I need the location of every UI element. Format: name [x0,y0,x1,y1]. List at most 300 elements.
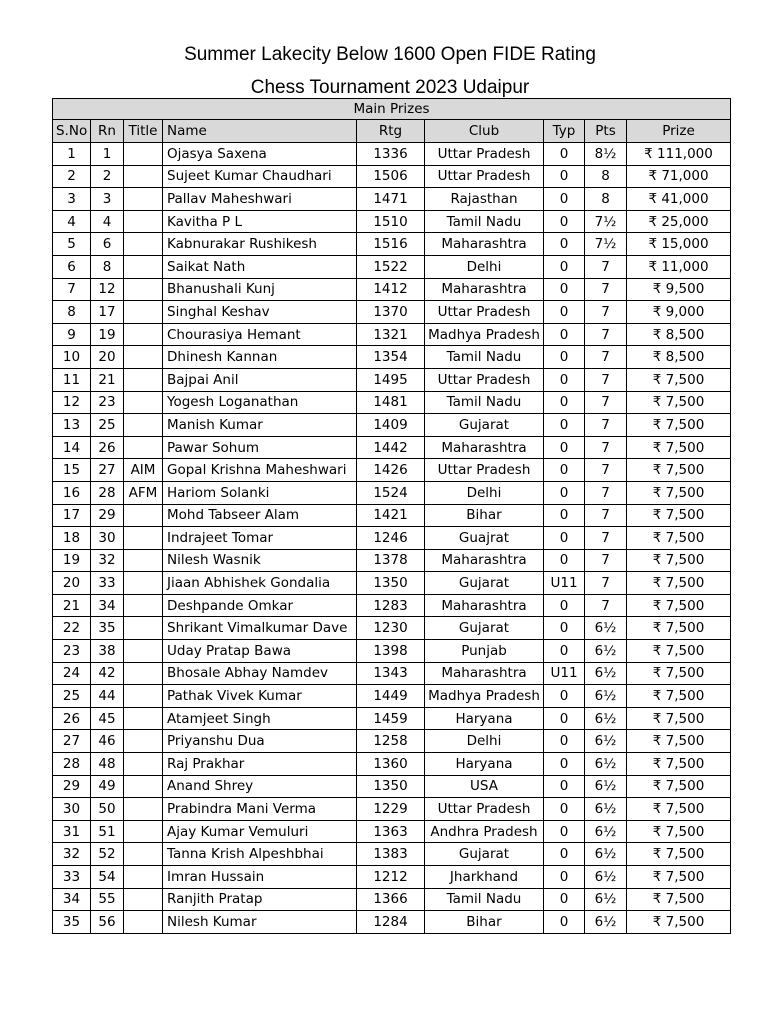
rn-cell: 33 [91,572,124,595]
table-row [53,368,731,391]
prize-cell: ₹ 7,500 [627,843,731,866]
pts-cell: 6½ [585,753,627,776]
pts-cell: 6½ [585,662,627,685]
rtg-cell: 1516 [357,233,425,256]
club-cell: Uttar Pradesh [425,368,544,391]
typ-cell: 0 [544,707,585,730]
title-cell [124,707,163,730]
prize-cell: ₹ 7,500 [627,527,731,550]
typ-cell: 0 [544,459,585,482]
sno-cell: 14 [53,436,91,459]
club-cell: Uttar Pradesh [425,798,544,821]
table-row [53,188,731,211]
typ-cell: 0 [544,527,585,550]
header-rn: Rn [91,120,124,143]
typ-cell: 0 [544,233,585,256]
pts-cell: 6½ [585,730,627,753]
rtg-cell: 1522 [357,255,425,278]
name-cell: Ojasya Saxena [163,143,357,166]
title-cell [124,436,163,459]
table-row [53,527,731,550]
rn-cell: 30 [91,527,124,550]
sno-cell: 26 [53,707,91,730]
rn-cell: 25 [91,414,124,437]
header-sno: S.No [53,120,91,143]
title-cell [124,640,163,663]
pts-cell: 6½ [585,685,627,708]
pts-cell: 7 [585,572,627,595]
title-cell [124,775,163,798]
title-cell [124,368,163,391]
sno-cell: 33 [53,866,91,889]
pts-cell: 7 [585,504,627,527]
title-cell: AFM [124,481,163,504]
typ-cell: 0 [544,753,585,776]
prize-cell: ₹ 8,500 [627,346,731,369]
rn-cell: 46 [91,730,124,753]
club-cell: Maharashtra [425,662,544,685]
prize-cell: ₹ 7,500 [627,866,731,889]
pts-cell: 7 [585,323,627,346]
rn-cell: 23 [91,391,124,414]
title-cell [124,233,163,256]
typ-cell: 0 [544,414,585,437]
sno-cell: 5 [53,233,91,256]
title-cell [124,323,163,346]
table-row [53,481,731,504]
pts-cell: 8 [585,165,627,188]
prize-cell: ₹ 7,500 [627,798,731,821]
rtg-cell: 1360 [357,753,425,776]
rtg-cell: 1321 [357,323,425,346]
title-cell [124,662,163,685]
pts-cell: 8½ [585,143,627,166]
table-caption: Main Prizes [53,99,731,120]
title-cell [124,572,163,595]
rtg-cell: 1378 [357,549,425,572]
name-cell: Pathak Vivek Kumar [163,685,357,708]
rn-cell: 4 [91,210,124,233]
title-line-1: Summer Lakecity Below 1600 Open FIDE Rating [184,44,596,65]
rn-cell: 55 [91,888,124,911]
rtg-cell: 1449 [357,685,425,708]
header-rtg: Rtg [357,120,425,143]
table-row [53,143,731,166]
pts-cell: 7 [585,278,627,301]
rn-cell: 52 [91,843,124,866]
pts-cell: 7 [585,301,627,324]
prize-cell: ₹ 7,500 [627,414,731,437]
name-cell: Ranjith Pratap [163,888,357,911]
name-cell: Saikat Nath [163,255,357,278]
rn-cell: 29 [91,504,124,527]
name-cell: Anand Shrey [163,775,357,798]
sno-cell: 12 [53,391,91,414]
table-row [53,391,731,414]
prize-cell: ₹ 7,500 [627,911,731,934]
pts-cell: 7½ [585,210,627,233]
sno-cell: 34 [53,888,91,911]
table-row [53,436,731,459]
title-cell [124,594,163,617]
name-cell: Raj Prakhar [163,753,357,776]
rtg-cell: 1258 [357,730,425,753]
pts-cell: 8 [585,188,627,211]
club-cell: Madhya Pradesh [425,685,544,708]
title-cell [124,346,163,369]
title-line-2: Chess Tournament 2023 Udaipur [250,77,530,98]
title-cell [124,730,163,753]
rn-cell: 34 [91,594,124,617]
club-cell: Maharashtra [425,436,544,459]
typ-cell: 0 [544,594,585,617]
table-row [53,753,731,776]
sno-cell: 19 [53,549,91,572]
club-cell: Uttar Pradesh [425,459,544,482]
typ-cell: 0 [544,911,585,934]
rtg-cell: 1284 [357,911,425,934]
table-row [53,572,731,595]
rtg-cell: 1524 [357,481,425,504]
rn-cell: 17 [91,301,124,324]
rtg-cell: 1350 [357,572,425,595]
header-name: Name [163,120,357,143]
header-club: Club [425,120,544,143]
typ-cell: 0 [544,888,585,911]
prize-cell: ₹ 8,500 [627,323,731,346]
name-cell: Nilesh Wasnik [163,549,357,572]
club-cell: Tamil Nadu [425,391,544,414]
sno-cell: 8 [53,301,91,324]
club-cell: Gujarat [425,617,544,640]
prize-cell: ₹ 7,500 [627,481,731,504]
rn-cell: 48 [91,753,124,776]
prize-cell: ₹ 71,000 [627,165,731,188]
title-cell [124,278,163,301]
typ-cell: 0 [544,775,585,798]
name-cell: Singhal Keshav [163,301,357,324]
pts-cell: 6½ [585,820,627,843]
pts-cell: 6½ [585,843,627,866]
prize-cell: ₹ 9,000 [627,301,731,324]
name-cell: Bhanushali Kunj [163,278,357,301]
rtg-cell: 1409 [357,414,425,437]
table-row [53,346,731,369]
header-pts: Pts [585,120,627,143]
typ-cell: 0 [544,255,585,278]
table-row [53,504,731,527]
typ-cell: 0 [544,640,585,663]
rtg-cell: 1426 [357,459,425,482]
rtg-cell: 1363 [357,820,425,843]
sno-cell: 1 [53,143,91,166]
name-cell: Bhosale Abhay Namdev [163,662,357,685]
rtg-cell: 1366 [357,888,425,911]
prize-cell: ₹ 7,500 [627,391,731,414]
name-cell: Chourasiya Hemant [163,323,357,346]
pts-cell: 7 [585,481,627,504]
typ-cell: U11 [544,662,585,685]
pts-cell: 7 [585,255,627,278]
sno-cell: 10 [53,346,91,369]
table-row [53,323,731,346]
club-cell: Tamil Nadu [425,346,544,369]
typ-cell: 0 [544,866,585,889]
rn-cell: 20 [91,346,124,369]
rtg-cell: 1336 [357,143,425,166]
pts-cell: 7 [585,459,627,482]
prize-cell: ₹ 7,500 [627,775,731,798]
rtg-cell: 1283 [357,594,425,617]
rtg-cell: 1412 [357,278,425,301]
rtg-cell: 1350 [357,775,425,798]
rn-cell: 27 [91,459,124,482]
title-cell [124,165,163,188]
pts-cell: 7 [585,527,627,550]
pts-cell: 7 [585,414,627,437]
sno-cell: 23 [53,640,91,663]
rtg-cell: 1383 [357,843,425,866]
name-cell: Shrikant Vimalkumar Dave [163,617,357,640]
typ-cell: 0 [544,617,585,640]
prize-cell: ₹ 9,500 [627,278,731,301]
club-cell: Bihar [425,911,544,934]
prize-cell: ₹ 7,500 [627,730,731,753]
prize-cell: ₹ 7,500 [627,594,731,617]
typ-cell: 0 [544,188,585,211]
rn-cell: 35 [91,617,124,640]
rn-cell: 56 [91,911,124,934]
rn-cell: 49 [91,775,124,798]
club-cell: Uttar Pradesh [425,143,544,166]
title-cell [124,527,163,550]
title-cell [124,549,163,572]
pts-cell: 7 [585,391,627,414]
sno-cell: 21 [53,594,91,617]
title-cell [124,888,163,911]
typ-cell: 0 [544,143,585,166]
club-cell: Delhi [425,481,544,504]
name-cell: Mohd Tabseer Alam [163,504,357,527]
pts-cell: 6½ [585,888,627,911]
club-cell: Haryana [425,753,544,776]
sno-cell: 17 [53,504,91,527]
title-cell [124,143,163,166]
pts-cell: 6½ [585,640,627,663]
typ-cell: 0 [544,504,585,527]
sno-cell: 27 [53,730,91,753]
rtg-cell: 1212 [357,866,425,889]
sno-cell: 28 [53,753,91,776]
club-cell: Uttar Pradesh [425,165,544,188]
name-cell: Atamjeet Singh [163,707,357,730]
sno-cell: 7 [53,278,91,301]
sno-cell: 3 [53,188,91,211]
sno-cell: 2 [53,165,91,188]
club-cell: Andhra Pradesh [425,820,544,843]
table-row [53,640,731,663]
table-row [53,911,731,934]
rn-cell: 54 [91,866,124,889]
name-cell: Priyanshu Dua [163,730,357,753]
club-cell: Delhi [425,255,544,278]
pts-cell: 6½ [585,775,627,798]
name-cell: Bajpai Anil [163,368,357,391]
rtg-cell: 1421 [357,504,425,527]
rn-cell: 12 [91,278,124,301]
sno-cell: 22 [53,617,91,640]
name-cell: Hariom Solanki [163,481,357,504]
rn-cell: 45 [91,707,124,730]
typ-cell: 0 [544,820,585,843]
club-cell: Madhya Pradesh [425,323,544,346]
title-cell [124,255,163,278]
name-cell: Ajay Kumar Vemuluri [163,820,357,843]
name-cell: Kabnurakar Rushikesh [163,233,357,256]
prize-cell: ₹ 7,500 [627,640,731,663]
table-row [53,820,731,843]
title-cell [124,414,163,437]
prize-cell: ₹ 111,000 [627,143,731,166]
name-cell: Dhinesh Kannan [163,346,357,369]
typ-cell: 0 [544,165,585,188]
typ-cell: 0 [544,436,585,459]
table-row [53,210,731,233]
typ-cell: 0 [544,730,585,753]
name-cell: Pallav Maheshwari [163,188,357,211]
table-row [53,301,731,324]
rn-cell: 3 [91,188,124,211]
club-cell: Bihar [425,504,544,527]
typ-cell: 0 [544,278,585,301]
typ-cell: 0 [544,391,585,414]
rn-cell: 26 [91,436,124,459]
club-cell: Guajrat [425,527,544,550]
rn-cell: 6 [91,233,124,256]
rn-cell: 42 [91,662,124,685]
prize-cell: ₹ 41,000 [627,188,731,211]
title-cell [124,391,163,414]
rn-cell: 32 [91,549,124,572]
rtg-cell: 1481 [357,391,425,414]
club-cell: Punjab [425,640,544,663]
pts-cell: 7 [585,594,627,617]
rtg-cell: 1495 [357,368,425,391]
sno-cell: 11 [53,368,91,391]
rtg-cell: 1343 [357,662,425,685]
name-cell: Kavitha P L [163,210,357,233]
rn-cell: 51 [91,820,124,843]
prize-cell: ₹ 7,500 [627,662,731,685]
club-cell: Maharashtra [425,594,544,617]
name-cell: Nilesh Kumar [163,911,357,934]
prize-cell: ₹ 7,500 [627,572,731,595]
rtg-cell: 1398 [357,640,425,663]
title-cell [124,753,163,776]
pts-cell: 7 [585,549,627,572]
table-row [53,843,731,866]
pts-cell: 6½ [585,798,627,821]
title-cell [124,843,163,866]
rtg-cell: 1370 [357,301,425,324]
sno-cell: 4 [53,210,91,233]
prize-cell: ₹ 15,000 [627,233,731,256]
prize-cell: ₹ 11,000 [627,255,731,278]
title-cell [124,911,163,934]
header-title: Title [124,120,163,143]
table-row [53,459,731,482]
prize-cell: ₹ 7,500 [627,504,731,527]
sno-cell: 9 [53,323,91,346]
table-row [53,707,731,730]
rtg-cell: 1442 [357,436,425,459]
name-cell: Indrajeet Tomar [163,527,357,550]
club-cell: Gujarat [425,414,544,437]
typ-cell: U11 [544,572,585,595]
name-cell: Prabindra Mani Verma [163,798,357,821]
pts-cell: 7 [585,436,627,459]
sno-cell: 16 [53,481,91,504]
pts-cell: 7½ [585,233,627,256]
rtg-cell: 1246 [357,527,425,550]
title-cell [124,210,163,233]
prize-cell: ₹ 7,500 [627,753,731,776]
club-cell: Maharashtra [425,233,544,256]
table-row [53,617,731,640]
pts-cell: 6½ [585,911,627,934]
prize-cell: ₹ 7,500 [627,368,731,391]
name-cell: Pawar Sohum [163,436,357,459]
table-body [53,143,731,934]
table-row [53,730,731,753]
name-cell: Sujeet Kumar Chaudhari [163,165,357,188]
sno-cell: 29 [53,775,91,798]
title-cell [124,188,163,211]
rn-cell: 50 [91,798,124,821]
name-cell: Jiaan Abhishek Gondalia [163,572,357,595]
club-cell: Tamil Nadu [425,888,544,911]
table-row [53,685,731,708]
prize-cell: ₹ 7,500 [627,707,731,730]
table-row [53,233,731,256]
name-cell: Manish Kumar [163,414,357,437]
club-cell: Gujarat [425,843,544,866]
sno-cell: 24 [53,662,91,685]
typ-cell: 0 [544,798,585,821]
rn-cell: 2 [91,165,124,188]
club-cell: USA [425,775,544,798]
club-cell: Maharashtra [425,278,544,301]
sno-cell: 32 [53,843,91,866]
typ-cell: 0 [544,346,585,369]
pts-cell: 7 [585,346,627,369]
prize-cell: ₹ 7,500 [627,888,731,911]
club-cell: Rajasthan [425,188,544,211]
rn-cell: 1 [91,143,124,166]
pts-cell: 6½ [585,866,627,889]
title-cell [124,798,163,821]
sno-cell: 30 [53,798,91,821]
document-title [0,38,768,104]
club-cell: Delhi [425,730,544,753]
name-cell: Imran Hussain [163,866,357,889]
rn-cell: 38 [91,640,124,663]
pts-cell: 7 [585,368,627,391]
rn-cell: 28 [91,481,124,504]
prize-cell: ₹ 7,500 [627,685,731,708]
pts-cell: 6½ [585,617,627,640]
typ-cell: 0 [544,301,585,324]
